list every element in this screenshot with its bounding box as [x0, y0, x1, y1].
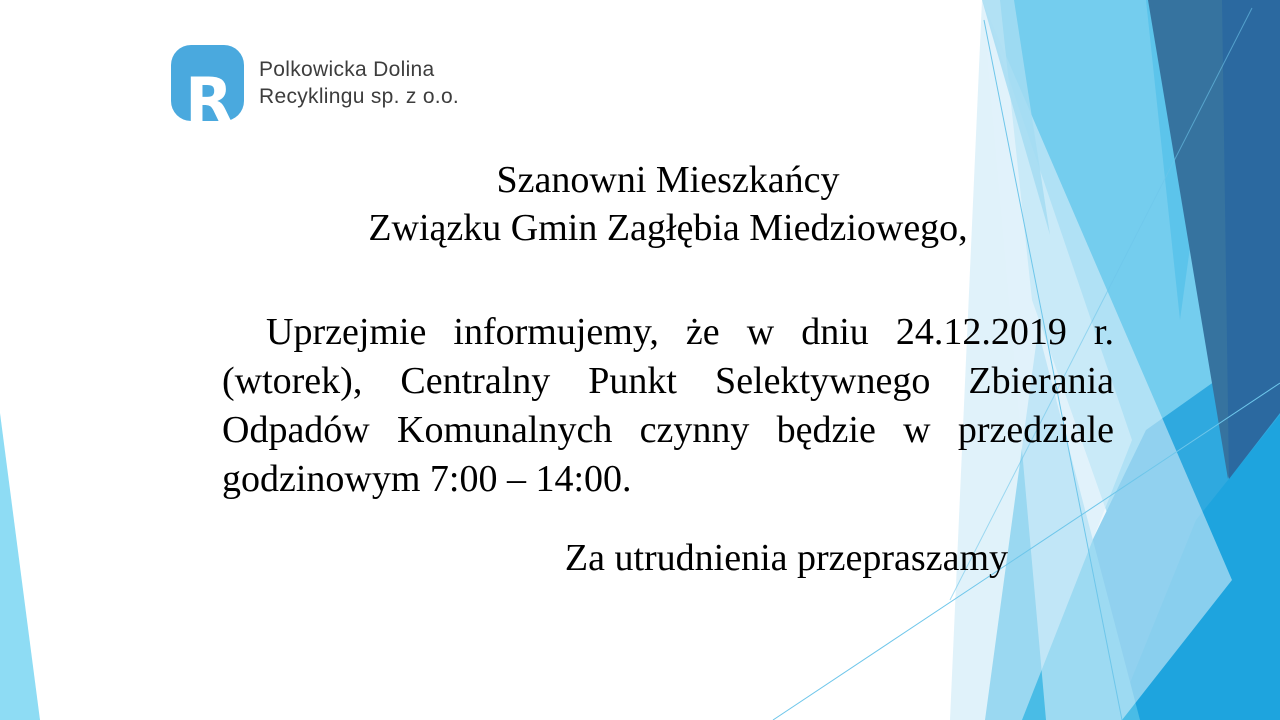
- announcement-content: [222, 156, 1114, 582]
- apology-line: Za utrudnienia przepraszamy: [564, 537, 1008, 579]
- company-logo: [171, 45, 459, 121]
- recycling-r-logo-icon: [171, 45, 244, 121]
- svg-text:R: R: [185, 64, 233, 121]
- salutation-heading: [222, 156, 1114, 252]
- salutation-line1: Szanowni Mieszkańcy: [496, 159, 840, 201]
- company-name-line1: Polkowicka Dolina: [259, 58, 435, 81]
- decor-dark-slab-right: [1222, 0, 1280, 479]
- company-name-line2: Recyklingu sp. z o.o.: [259, 85, 460, 108]
- salutation-line2: Związku Gmin Zagłębia Miedziowego,: [368, 207, 968, 249]
- company-name: [259, 56, 459, 110]
- decor-corner-wedge: [0, 413, 40, 720]
- announcement-paragraph: Uprzejmie informujemy, że w dniu 24.12.2019 r. (wtorek), Centralny Punkt Selektywnego Zbierania Odpadów Komunalnych czynny będzie w przedziale godzinowym 7:00 – 14:00.: [222, 311, 1114, 500]
